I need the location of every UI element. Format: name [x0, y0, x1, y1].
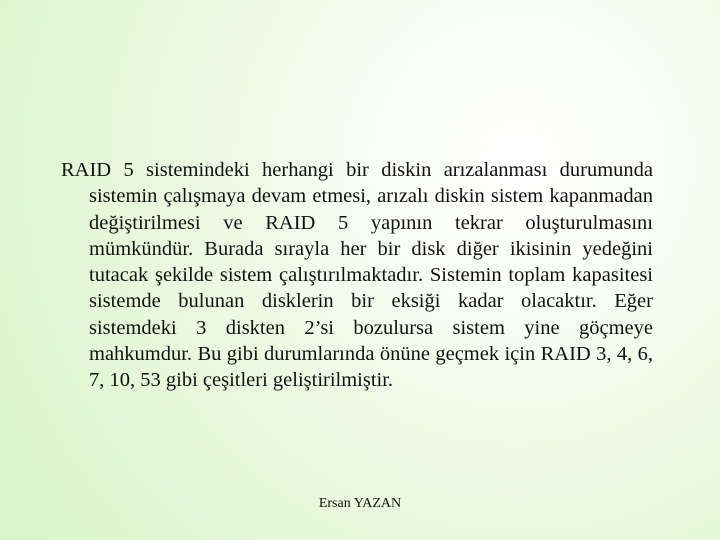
- slide-footer-author: Ersan YAZAN: [318, 496, 402, 511]
- slide-body-text: RAID 5 sistemindeki herhangi bir diskin arızalanması durumunda sistemin çalışmaya devam etmesi, arızalı diskin sistem kapanmadan değiştirilmesi ve RAID 5 yapının tekrar oluşturulmasını mümkündür. Burada sırayla her bir disk diğer ikisinin yedeğini tutacak şekilde sistem çalıştırılmaktadır. Sistemin toplam kapasitesi sistemde bulunan disklerin bir eksiği kadar olacaktır. Eğer sistemdeki 3 diskten 2’si bozulursa sistem yine göçmeye mahkumdur. Bu gibi durumlarında önüne geçmek için RAID 3, 4, 6, 7, 10, 53 gibi çeşitleri geliştirilmiştir.: [61, 159, 653, 392]
